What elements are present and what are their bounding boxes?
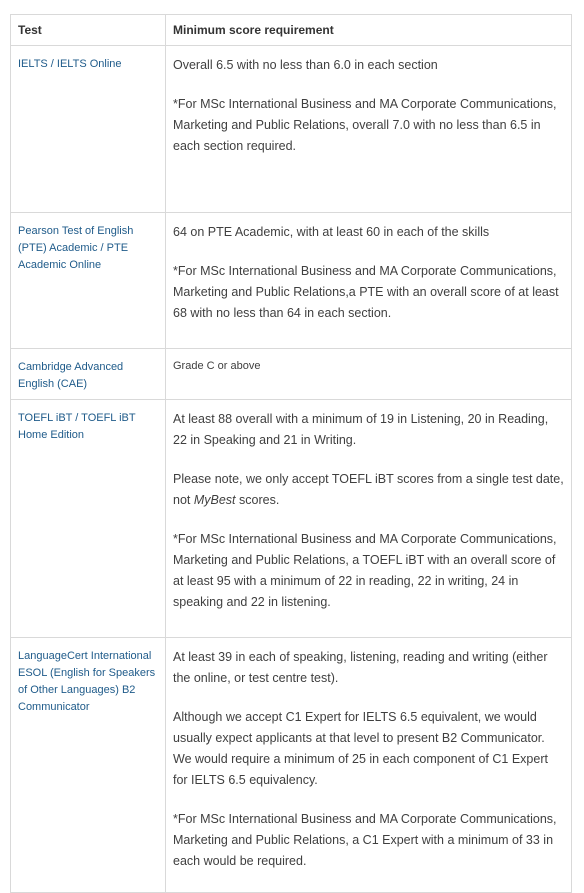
table-row: [11, 213, 572, 349]
test-name-ielts: IELTS / IELTS Online: [11, 46, 166, 213]
header-test: Test: [11, 15, 166, 46]
table-row: [11, 400, 572, 638]
requirement-cell: [166, 213, 572, 349]
requirement-cell: [166, 46, 572, 213]
english-requirements-table: [10, 14, 572, 893]
requirement-cell: [166, 349, 572, 400]
test-name-toefl: TOEFL iBT / TOEFL iBT Home Edition: [11, 400, 166, 638]
test-name-cae: Cambridge Advanced English (CAE): [11, 349, 166, 400]
requirement-cell: [166, 638, 572, 893]
requirement-text: *For MSc International Business and MA Corporate Communications, Marketing and Public Relations, overall 7.0 with no less than 6.5 in each section required.: [173, 97, 557, 153]
test-name-languagecert: LanguageCert International ESOL (English for Speakers of Other Languages) B2 Communicator: [11, 638, 166, 893]
requirement-text: At least 39 in each of speaking, listening, reading and writing (either the online, or test centre test).: [173, 650, 548, 685]
requirement-text: Overall 6.5 with no less than 6.0 in each section: [173, 58, 438, 72]
requirement-text: Although we accept C1 Expert for IELTS 6.5 equivalent, we would usually expect applicants at that level to present B2 Communicator. We would require a minimum of 25 in each component of C1 Expert for IELTS 6.5 equivalency.: [173, 710, 548, 787]
table-header: [11, 15, 572, 46]
toefl-note-after: scores.: [235, 493, 280, 507]
requirement-text: At least 88 overall with a minimum of 19 in Listening, 20 in Reading, 22 in Speaking and 21 in Writing.: [173, 412, 549, 447]
table-row: [11, 349, 572, 400]
requirement-text: 64 on PTE Academic, with at least 60 in each of the skills: [173, 225, 490, 239]
requirement-text: Grade C or above: [173, 360, 261, 372]
requirement-text: *For MSc International Business and MA Corporate Communications, Marketing and Public Relations, a C1 Expert with a minimum of 33 in each would be required.: [173, 812, 557, 868]
mybest-emphasis: MyBest: [193, 493, 236, 507]
table-row: [11, 638, 572, 893]
requirement-text: *For MSc International Business and MA Corporate Communications, Marketing and Public Relations,a PTE with an overall score of at least 68 with no less than 64 in each section.: [173, 264, 559, 320]
toefl-note: [173, 469, 564, 511]
test-name-pte: Pearson Test of English (PTE) Academic / PTE Academic Online: [11, 213, 166, 349]
requirement-cell: [166, 400, 572, 638]
requirement-text: *For MSc International Business and MA Corporate Communications, Marketing and Public Relations, a TOEFL iBT with an overall score of at least 95 with a minimum of 22 in reading, 22 in writing, 24 in speaking and 22 in listening.: [173, 532, 557, 609]
toefl-note-before: Please note, we only accept TOEFL iBT scores from a single test date, not: [173, 472, 564, 507]
header-requirement: Minimum score requirement: [166, 15, 572, 46]
header-row: [11, 15, 572, 46]
table-row: [11, 46, 572, 213]
